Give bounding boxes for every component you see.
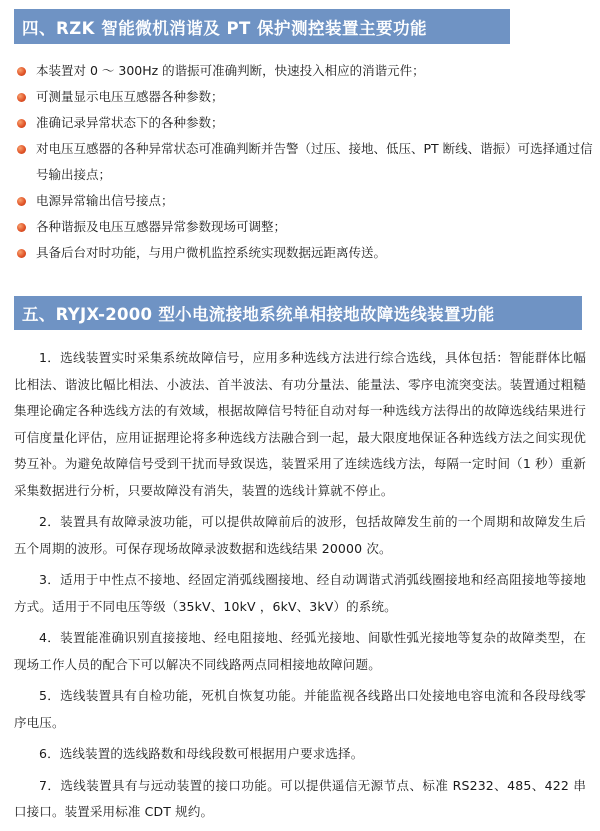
list-item-text: 准确记录异常状态下的各种参数；	[36, 115, 224, 130]
section-5-heading: 五、RYJX-2000 型小电流接地系统单相接地故障选线装置功能	[14, 296, 582, 330]
list-item	[14, 110, 594, 136]
section-5-body	[14, 345, 586, 831]
bullet-dot-icon	[17, 119, 26, 128]
list-item-text: 可测量显示电压互感器各种参数；	[36, 89, 224, 104]
section-4-heading: 四、RZK 智能微机消谐及 PT 保护测控装置主要功能	[14, 9, 510, 44]
list-item-text: 对电压互感器的各种异常状态可准确判断并告警（过压、接地、低压、PT 断线、谐振）可选择通过信号输出接点；	[36, 141, 593, 182]
bullet-dot-icon	[17, 93, 26, 102]
list-item	[14, 214, 594, 240]
bullet-dot-icon	[17, 249, 26, 258]
list-item-text: 本装置对 0 ～ 300Hz 的谐振可准确判断，快速投入相应的消谐元件；	[36, 63, 425, 78]
paragraph: 3．适用于中性点不接地、经固定消弧线圈接地、经自动调谐式消弧线圈接地和经高阻接地等接地方式。适用于不同电压等级（35kV、10kV ，6kV、3kV）的系统。	[14, 572, 586, 614]
list-item	[14, 188, 594, 214]
paragraph: 5．选线装置具有自检功能，死机自恢复功能。并能监视各线路出口处接地电容电流和各段母线零序电压。	[14, 688, 586, 730]
paragraph: 6．选线装置的选线路数和母线段数可根据用户要求选择。	[39, 746, 364, 761]
list-item	[14, 240, 594, 266]
list-item	[14, 84, 594, 110]
paragraph: 4．装置能准确识别直接接地、经电阻接地、经弧光接地、间歇性弧光接地等复杂的故障类型，在现场工作人员的配合下可以解决不同线路两点同相接地故障问题。	[14, 630, 586, 672]
list-item-text: 电源异常输出信号接点；	[36, 193, 174, 208]
list-item	[14, 136, 594, 188]
paragraph: 1．选线装置实时采集系统故障信号，应用多种选线方法进行综合选线，具体包括：智能群体比幅比相法、谐波比幅比相法、小波法、首半波法、有功分量法、能量法、零序电流突变法。装置通过粗糙集理论确定各种选线方法的有效域，根据故障信号特征自动对每一种选线方法得出的故障选线结果进行可信度量化评估，应用证据理论将多种选线方法融合到一起，最大限度地保证各种选线方法之间实现优势互补。为避免故障信号受到干扰而导致误选，装置采用了连续选线方法，每隔一定时间（1 秒）重新采集数据进行分析，只要故障没有消失，装置的选线计算就不停止。	[14, 350, 586, 498]
list-item-text: 各种谐振及电压互感器异常参数现场可调整；	[36, 219, 287, 234]
bullet-dot-icon	[17, 197, 26, 206]
list-item-text: 具备后台对时功能，与用户微机监控系统实现数据远距离传送。	[36, 245, 387, 260]
list-item	[14, 58, 594, 84]
paragraph: 2．装置具有故障录波功能，可以提供故障前后的波形，包括故障发生前的一个周期和故障发生后五个周期的波形。可保存现场故障录波数据和选线结果 20000 次。	[14, 514, 586, 556]
section-4-feature-list	[14, 58, 594, 266]
bullet-dot-icon	[17, 223, 26, 232]
bullet-dot-icon	[17, 67, 26, 76]
bullet-dot-icon	[17, 145, 26, 154]
paragraph: 7．选线装置具有与远动装置的接口功能。可以提供遥信无源节点、标准 RS232、485、422 串口接口。装置采用标准 CDT 规约。	[14, 777, 586, 819]
